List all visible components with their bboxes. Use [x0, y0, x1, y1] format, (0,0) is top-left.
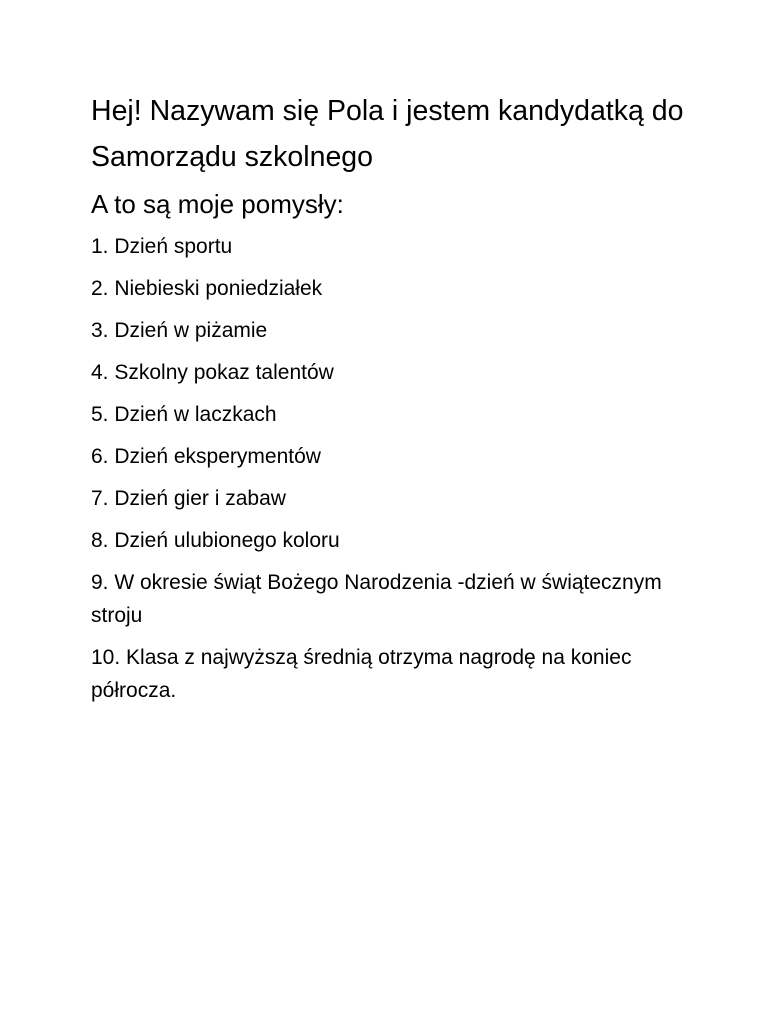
document-body: [91, 88, 691, 707]
idea-item-1: 1. Dzień sportu: [91, 235, 233, 258]
ideas-list: [91, 230, 691, 707]
idea-item-10: 10. Klasa z najwyższą średnią otrzyma nagrodę na koniec półrocza.: [91, 646, 632, 702]
idea-item-6: 6. Dzień eksperymentów: [91, 445, 321, 468]
idea-item-5: 5. Dzień w laczkach: [91, 403, 277, 426]
page-title: Hej! Nazywam się Pola i jestem kandydatką do Samorządu szkolnego: [91, 95, 684, 173]
ideas-heading: A to są moje pomysły:: [91, 189, 344, 219]
idea-item-9: 9. W okresie świąt Bożego Narodzenia -dzień w świątecznym stroju: [91, 571, 662, 627]
idea-item-3: 3. Dzień w piżamie: [91, 319, 268, 342]
idea-item-7: 7. Dzień gier i zabaw: [91, 487, 286, 510]
idea-item-2: 2. Niebieski poniedziałek: [91, 277, 323, 300]
idea-item-4: 4. Szkolny pokaz talentów: [91, 361, 334, 384]
idea-item-8: 8. Dzień ulubionego koloru: [91, 529, 340, 552]
